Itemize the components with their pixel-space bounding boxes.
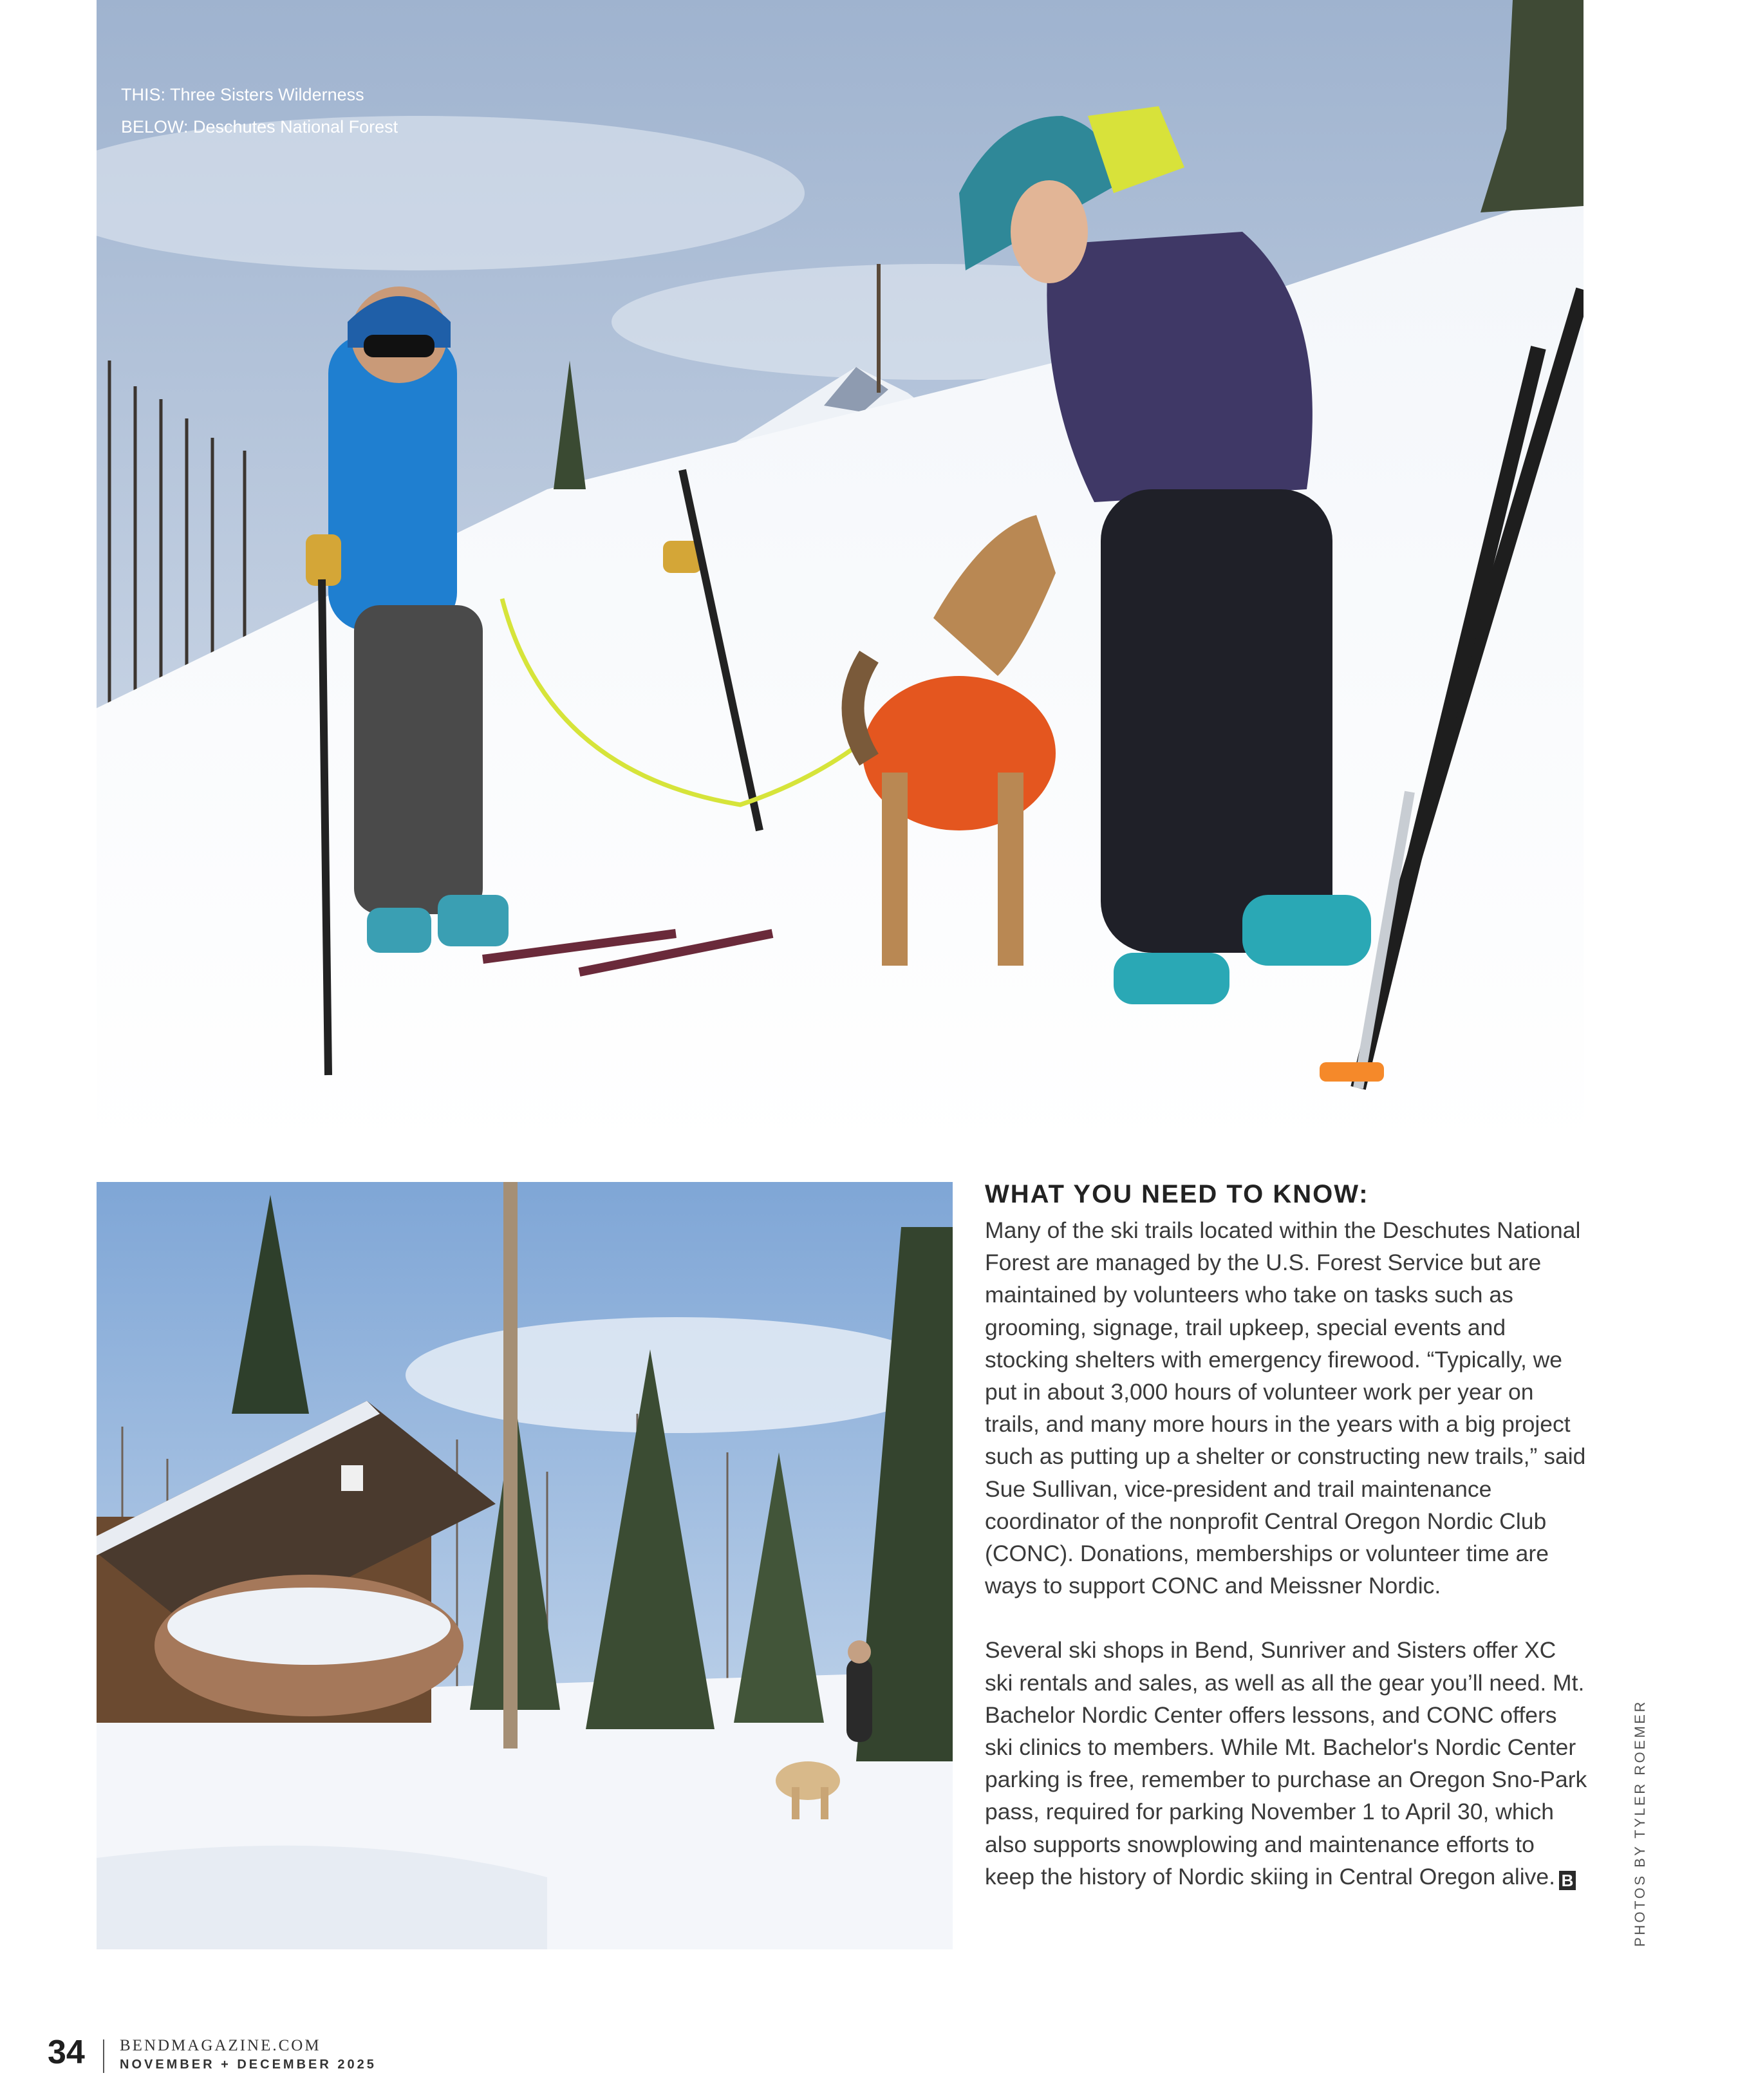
hero-photo-skiers-and-dog <box>97 0 1584 1151</box>
cabin-forest-illustration <box>97 1182 953 1949</box>
end-mark-icon: B <box>1559 1871 1576 1890</box>
footer-divider <box>103 2039 104 2073</box>
body-paragraph-2-text: Several ski shops in Bend, Sunriver and Sisters offer XC ski rentals and sales, as well as all the gear you’ll need. Mt. Bachelor Nordic Center offers lessons, and CONC offers ski clinics to members. While Mt. Bachelor's Nordic Center parking is free, remember to purchase an Oregon Sno-Park pass, required for parking November 1 to April 30, which also supports snowplowing and maintenance efforts to keep the history of Nordic skiing in Central Oregon alive. <box>985 1637 1587 1889</box>
body-paragraph-2 <box>985 1634 1590 1893</box>
photo-caption-this: THIS: Three Sisters Wilderness <box>121 85 364 104</box>
footer-site-url: BENDMAGAZINE.COM <box>120 2037 321 2054</box>
photo-credit: PHOTOS BY TYLER ROEMER <box>1632 1700 1648 1947</box>
body-paragraph-1: Many of the ski trails located within the Deschutes National Forest are managed by the U.S. Forest Service but are maintained by volunteers who take on tasks such as grooming, signage, trail upkeep, special events and stocking shelters with emergency firewood. “Typically, we put in about 3,000 hours of volunteer work per year on trails, and many more hours in the years with a big project such as putting up a shelter or constructing new trails,” said Sue Sullivan, vice-president and trail maintenance coordinator of the nonprofit Central Oregon Nordic Club (CONC). Donations, memberships or volunteer time are ways to support CONC and Meissner Nordic. <box>985 1217 1586 1599</box>
skiers-dog-illustration <box>97 0 1584 1151</box>
sidebar-heading: WHAT YOU NEED TO KNOW: <box>985 1180 1369 1208</box>
photo-caption-below: BELOW: Deschutes National Forest <box>121 117 398 136</box>
cabin-photo <box>97 1182 953 1949</box>
page-number: 34 <box>48 2034 85 2071</box>
footer-issue-date: NOVEMBER + DECEMBER 2025 <box>120 2058 377 2072</box>
sidebar-article <box>985 1176 1590 1893</box>
